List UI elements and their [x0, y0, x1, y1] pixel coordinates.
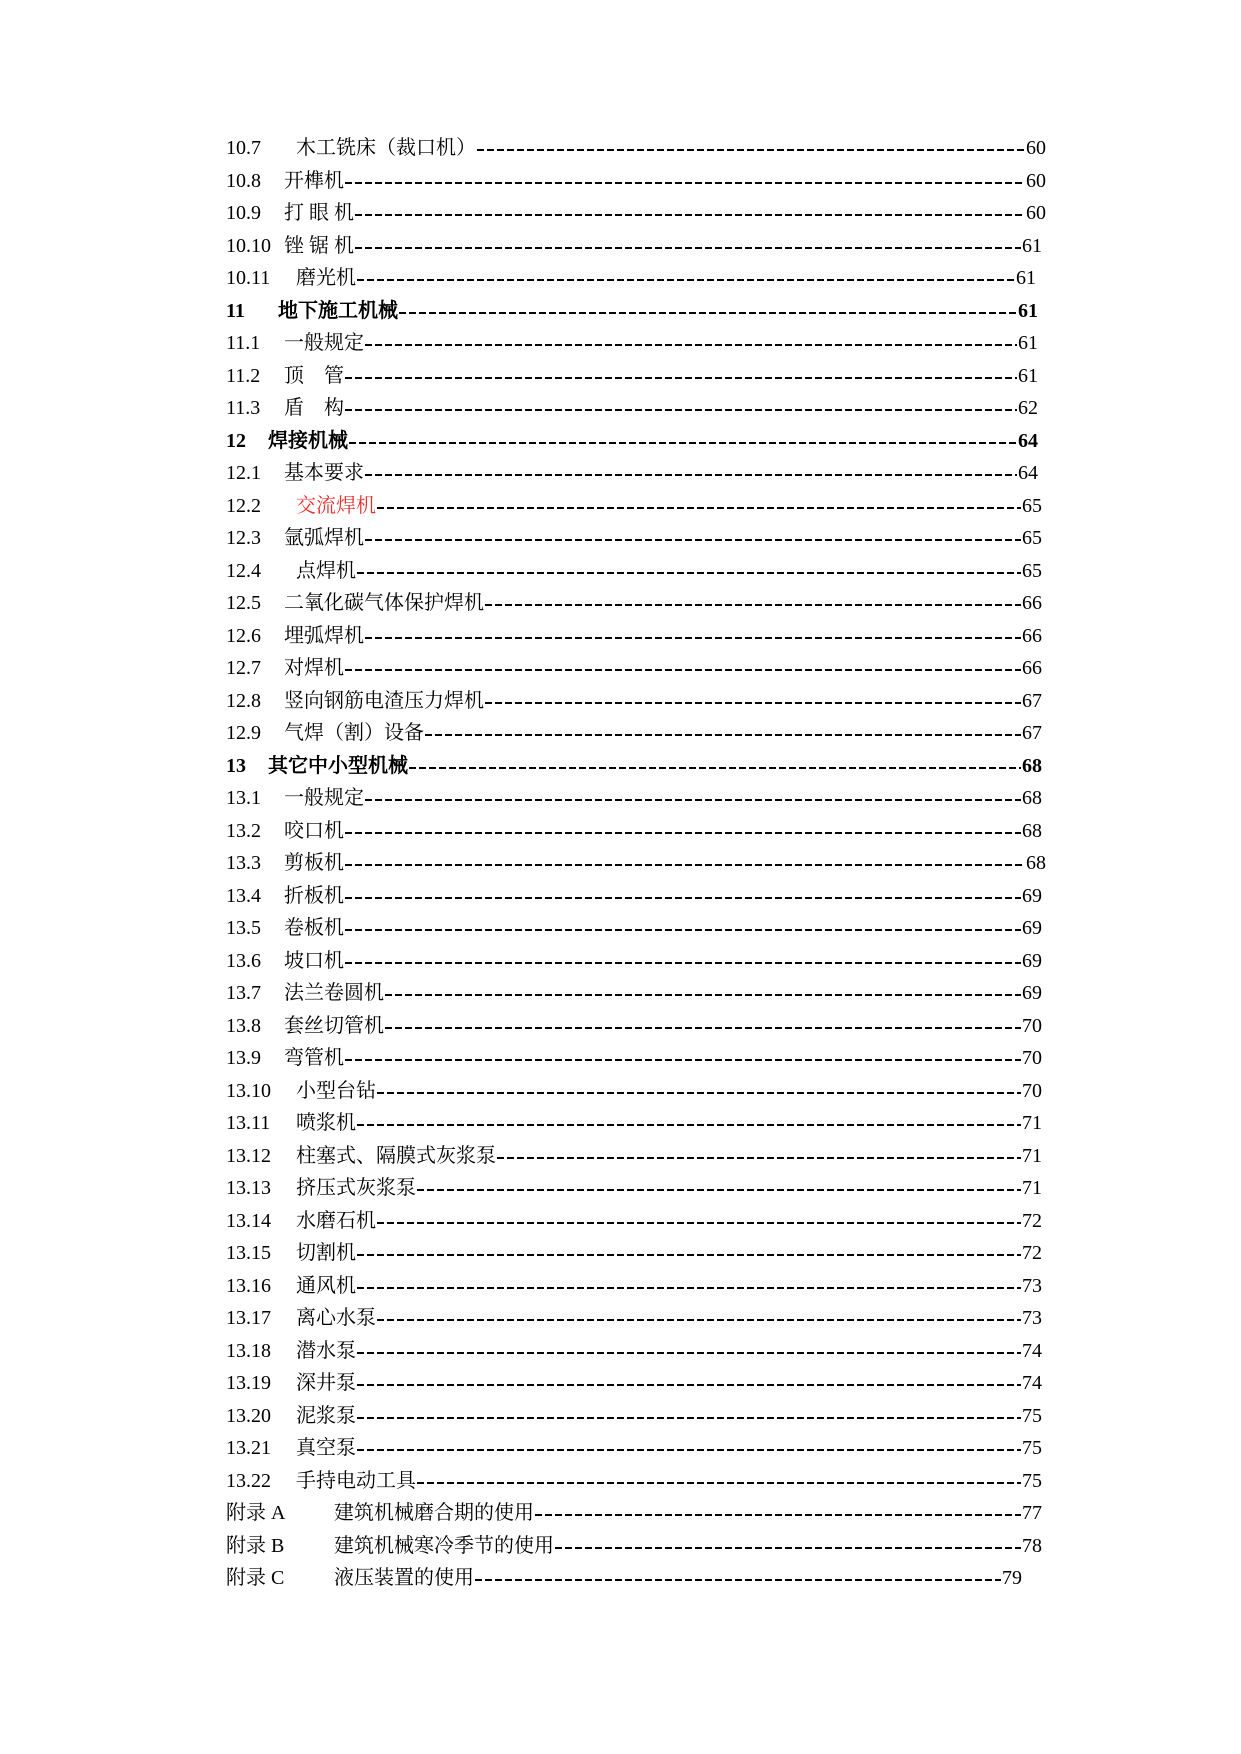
- toc-entry-title: 小型台钻: [296, 1079, 376, 1102]
- toc-entry-number: 13.16: [226, 1274, 271, 1297]
- toc-dot-leader: [477, 149, 1025, 151]
- toc-dot-leader: [377, 507, 1021, 509]
- toc-entry-page-number: 61: [1018, 299, 1038, 322]
- toc-entry-page-number: 73: [1022, 1307, 1042, 1329]
- toc-entry-title: 顶 管: [284, 364, 344, 387]
- toc-dot-leader: [417, 1482, 1021, 1484]
- toc-entry-title: 挤压式灰浆泵: [296, 1177, 416, 1199]
- toc-entry[interactable]: [226, 457, 1046, 490]
- toc-dot-leader: [377, 1222, 1021, 1224]
- toc-dot-leader: [417, 1189, 1021, 1191]
- toc-entry-number: 13.19: [226, 1372, 271, 1394]
- toc-entry-title: 其它中小型机械: [268, 754, 408, 777]
- toc-entry[interactable]: [226, 490, 1046, 523]
- toc-entry[interactable]: [226, 1010, 1046, 1043]
- toc-dot-leader: [535, 1514, 1021, 1516]
- toc-dot-leader: [357, 572, 1021, 574]
- toc-entry-page-number: 68: [1022, 787, 1042, 809]
- toc-entry-number: 13.12: [226, 1144, 271, 1167]
- toc-entry-page-number: 60: [1026, 169, 1046, 192]
- toc-entry[interactable]: [226, 847, 1046, 880]
- toc-entry-title: 法兰卷圆机: [284, 982, 384, 1004]
- toc-entry-number: 13.3: [226, 852, 261, 874]
- toc-entry-number: 13.17: [226, 1307, 271, 1329]
- toc-entry[interactable]: [226, 555, 1046, 588]
- toc-dot-leader: [355, 247, 1021, 249]
- toc-entry-number: 10.8: [226, 169, 261, 192]
- toc-entry[interactable]: [226, 262, 1046, 295]
- toc-entry-title: 折板机: [284, 884, 344, 907]
- toc-entry[interactable]: [226, 977, 1046, 1010]
- toc-dot-leader: [497, 1157, 1021, 1159]
- toc-entry[interactable]: [226, 327, 1046, 360]
- toc-entry-number: 12.6: [226, 624, 261, 647]
- toc-entry-page-number: 75: [1022, 1404, 1042, 1427]
- toc-entry-number: 13.1: [226, 787, 261, 809]
- toc-entry-page-number: 60: [1026, 202, 1046, 224]
- toc-entry-number: 附录 B: [226, 1534, 285, 1557]
- toc-entry-title: 建筑机械磨合期的使用: [334, 1502, 534, 1524]
- toc-dot-leader: [365, 539, 1021, 541]
- toc-entry-title: 一般规定: [284, 787, 364, 809]
- toc-entry-page-number: 61: [1018, 332, 1038, 354]
- toc-entry-page-number: 68: [1022, 754, 1042, 777]
- toc-entry-title: 液压装置的使用: [334, 1567, 474, 1589]
- toc-entry-number: 13.2: [226, 819, 261, 842]
- toc-entry-title: 竖向钢筋电渣压力焊机: [284, 689, 484, 712]
- toc-dot-leader: [399, 312, 1017, 314]
- toc-entry-number: 12.3: [226, 527, 261, 549]
- toc-dot-leader: [365, 344, 1017, 346]
- toc-entry[interactable]: [226, 1367, 1046, 1400]
- toc-entry-page-number: 67: [1022, 689, 1042, 712]
- toc-entry-number: 12.8: [226, 689, 261, 712]
- toc-entry-page-number: 65: [1022, 527, 1042, 549]
- toc-entry-number: 13.13: [226, 1177, 271, 1199]
- toc-entry-number: 11.2: [226, 364, 261, 387]
- toc-entry[interactable]: [226, 1237, 1046, 1270]
- toc-entry-page-number: 69: [1022, 982, 1042, 1004]
- toc-entry-title: 锉 锯 机: [284, 234, 354, 257]
- toc-entry-title: 磨光机: [296, 267, 356, 289]
- toc-entry-number: 10.10: [226, 234, 271, 257]
- toc-entry-page-number: 66: [1022, 592, 1042, 614]
- toc-dot-leader: [357, 1254, 1021, 1256]
- toc-entry-title: 卷板机: [284, 917, 344, 939]
- toc-entry-page-number: 65: [1022, 559, 1042, 582]
- toc-entry-title: 建筑机械寒冷季节的使用: [334, 1534, 554, 1557]
- toc-entry-page-number: 74: [1022, 1372, 1042, 1394]
- toc-entry[interactable]: [226, 1302, 1046, 1335]
- toc-entry-number: 13.15: [226, 1242, 271, 1264]
- toc-entry-page-number: 65: [1022, 494, 1042, 517]
- toc-dot-leader: [345, 409, 1017, 411]
- toc-entry[interactable]: [226, 425, 1046, 458]
- toc-dot-leader: [385, 1027, 1021, 1029]
- toc-entry[interactable]: [226, 620, 1046, 653]
- toc-entry-page-number: 72: [1022, 1209, 1042, 1232]
- toc-entry-title: 开榫机: [284, 169, 344, 192]
- toc-entry-title: 泥浆泵: [296, 1404, 356, 1427]
- toc-entry[interactable]: [226, 1335, 1046, 1368]
- toc-entry-page-number: 79: [1002, 1567, 1022, 1589]
- toc-entry-page-number: 69: [1022, 884, 1042, 907]
- toc-entry-page-number: 60: [1026, 137, 1046, 159]
- toc-entry-number: 13.4: [226, 884, 261, 907]
- toc-entry-number: 10.7: [226, 137, 261, 159]
- toc-entry[interactable]: [226, 1140, 1046, 1173]
- toc-entry-title: 基本要求: [284, 462, 364, 484]
- toc-entry-page-number: 78: [1022, 1534, 1042, 1557]
- toc-entry-number: 13.20: [226, 1404, 271, 1427]
- toc-entry-page-number: 64: [1018, 462, 1038, 484]
- toc-entry-page-number: 71: [1022, 1144, 1042, 1167]
- toc-entry-page-number: 61: [1022, 234, 1042, 257]
- toc-entry-page-number: 70: [1022, 1047, 1042, 1069]
- toc-entry-number: 13.11: [226, 1112, 271, 1134]
- toc-entry[interactable]: [226, 685, 1046, 718]
- toc-entry-number: 11.1: [226, 332, 261, 354]
- toc-entry-number: 13.10: [226, 1079, 271, 1102]
- toc-entry[interactable]: [226, 652, 1046, 685]
- toc-entry[interactable]: [226, 132, 1046, 165]
- toc-entry-number: 12.1: [226, 462, 261, 484]
- toc-entry-number: 11.3: [226, 397, 261, 419]
- toc-entry-number: 13.22: [226, 1469, 271, 1492]
- toc-entry-title: 喷浆机: [296, 1112, 356, 1134]
- toc-entry[interactable]: [226, 1432, 1046, 1465]
- toc-entry-page-number: 77: [1022, 1502, 1042, 1524]
- toc-entry-number: 11: [226, 299, 245, 322]
- toc-entry-page-number: 67: [1022, 722, 1042, 744]
- toc-dot-leader: [345, 929, 1021, 931]
- toc-entry-title: 柱塞式、隔膜式灰浆泵: [296, 1144, 496, 1167]
- toc-entry[interactable]: [226, 1270, 1046, 1303]
- toc-dot-leader: [357, 1352, 1021, 1354]
- toc-entry-page-number: 62: [1018, 397, 1038, 419]
- toc-entry-title: 地下施工机械: [278, 299, 398, 322]
- toc-entry-title: 剪板机: [284, 852, 344, 874]
- toc-entry-number: 附录 A: [226, 1502, 286, 1524]
- toc-dot-leader: [365, 474, 1017, 476]
- toc-entry-number: 13.21: [226, 1437, 271, 1459]
- toc-entry[interactable]: [226, 1172, 1046, 1205]
- toc-entry[interactable]: [226, 1400, 1046, 1433]
- toc-entry-number: 12.4: [226, 559, 261, 582]
- toc-entry-title: 套丝切管机: [284, 1014, 384, 1037]
- toc-entry-title: 弯管机: [284, 1047, 344, 1069]
- toc-entry-page-number: 69: [1022, 917, 1042, 939]
- toc-dot-leader: [345, 897, 1021, 899]
- toc-entry-title: 埋弧焊机: [284, 624, 364, 647]
- toc-entry-number: 12.2: [226, 494, 261, 517]
- toc-entry-title: 木工铣床（裁口机）: [296, 137, 476, 159]
- toc-dot-leader: [357, 1449, 1021, 1451]
- toc-entry-number: 附录 C: [226, 1567, 285, 1589]
- toc-entry-title: 离心水泵: [296, 1307, 376, 1329]
- toc-entry-page-number: 70: [1022, 1014, 1042, 1037]
- toc-entry-title: 潜水泵: [296, 1339, 356, 1362]
- toc-entry[interactable]: [226, 1042, 1046, 1075]
- toc-dot-leader: [425, 734, 1021, 736]
- toc-entry-title: 坡口机: [284, 949, 344, 972]
- toc-entry-title: 点焊机: [296, 559, 356, 582]
- toc-dot-leader: [345, 832, 1021, 834]
- toc-entry-number: 12.9: [226, 722, 261, 744]
- toc-dot-leader: [385, 994, 1021, 996]
- toc-entry[interactable]: [226, 165, 1046, 198]
- toc-dot-leader: [345, 962, 1021, 964]
- toc-entry-title: 焊接机械: [268, 429, 348, 452]
- toc-entry-page-number: 61: [1018, 364, 1038, 387]
- toc-entry-title: 二氧化碳气体保护焊机: [284, 592, 484, 614]
- table-of-contents: [226, 132, 1046, 1595]
- toc-entry-page-number: 75: [1022, 1437, 1042, 1459]
- toc-dot-leader: [345, 864, 1025, 866]
- toc-dot-leader: [345, 182, 1025, 184]
- toc-entry-title: 咬口机: [284, 819, 344, 842]
- toc-entry[interactable]: [226, 880, 1046, 913]
- toc-entry-title: 真空泵: [296, 1437, 356, 1459]
- toc-entry-page-number: 73: [1022, 1274, 1042, 1297]
- toc-entry-page-number: 74: [1022, 1339, 1042, 1362]
- toc-entry-number: 10.9: [226, 202, 261, 224]
- toc-dot-leader: [485, 604, 1021, 606]
- toc-entry-title: 打 眼 机: [284, 202, 354, 224]
- toc-entry-page-number: 61: [1016, 267, 1036, 289]
- toc-dot-leader: [345, 377, 1017, 379]
- toc-entry[interactable]: [226, 945, 1046, 978]
- toc-entry[interactable]: [226, 1530, 1046, 1563]
- toc-entry-page-number: 66: [1022, 657, 1042, 679]
- toc-dot-leader: [365, 799, 1021, 801]
- toc-entry[interactable]: [226, 230, 1046, 263]
- toc-entry[interactable]: [226, 815, 1046, 848]
- toc-dot-leader: [345, 1059, 1021, 1061]
- toc-dot-leader: [475, 1579, 1001, 1581]
- toc-entry-page-number: 72: [1022, 1242, 1042, 1264]
- toc-entry-title: 深井泵: [296, 1372, 356, 1394]
- toc-entry[interactable]: [226, 750, 1046, 783]
- toc-entry-number: 13.6: [226, 949, 261, 972]
- toc-dot-leader: [357, 1384, 1021, 1386]
- toc-entry-title: 对焊机: [284, 657, 344, 679]
- toc-entry[interactable]: [226, 1107, 1046, 1140]
- toc-entry-page-number: 75: [1022, 1469, 1042, 1492]
- toc-entry-page-number: 69: [1022, 949, 1042, 972]
- toc-entry-title: 交流焊机: [296, 494, 376, 517]
- toc-dot-leader: [377, 1319, 1021, 1321]
- toc-entry[interactable]: [226, 522, 1046, 555]
- toc-dot-leader: [357, 1124, 1021, 1126]
- toc-entry-title: 水磨石机: [296, 1209, 376, 1232]
- toc-entry-number: 10.11: [226, 267, 271, 289]
- toc-entry-page-number: 68: [1026, 852, 1046, 874]
- toc-dot-leader: [357, 1287, 1021, 1289]
- toc-entry-number: 12: [226, 429, 246, 452]
- toc-entry-number: 12.7: [226, 657, 261, 679]
- toc-entry-title: 盾 构: [284, 397, 344, 419]
- toc-entry-number: 13.14: [226, 1209, 271, 1232]
- toc-entry-number: 13.7: [226, 982, 261, 1004]
- toc-entry-page-number: 71: [1022, 1177, 1042, 1199]
- toc-entry[interactable]: [226, 295, 1046, 328]
- toc-entry-page-number: 64: [1018, 429, 1038, 452]
- toc-entry[interactable]: [226, 197, 1046, 230]
- toc-dot-leader: [345, 669, 1021, 671]
- toc-entry-title: 氩弧焊机: [284, 527, 364, 549]
- toc-entry-number: 13.8: [226, 1014, 261, 1037]
- toc-dot-leader: [377, 1092, 1021, 1094]
- toc-entry-page-number: 68: [1022, 819, 1042, 842]
- toc-entry-page-number: 71: [1022, 1112, 1042, 1134]
- toc-entry-title: 一般规定: [284, 332, 364, 354]
- toc-dot-leader: [355, 214, 1025, 216]
- toc-dot-leader: [555, 1547, 1021, 1549]
- toc-entry[interactable]: [226, 1497, 1046, 1530]
- toc-dot-leader: [409, 767, 1021, 769]
- toc-entry-page-number: 66: [1022, 624, 1042, 647]
- toc-entry[interactable]: [226, 782, 1046, 815]
- toc-entry[interactable]: [226, 912, 1046, 945]
- toc-entry[interactable]: [226, 360, 1046, 393]
- toc-entry[interactable]: [226, 587, 1046, 620]
- toc-entry[interactable]: [226, 1075, 1046, 1108]
- toc-entry-number: 13.18: [226, 1339, 271, 1362]
- toc-entry-title: 手持电动工具: [296, 1469, 416, 1492]
- toc-entry[interactable]: [226, 1465, 1046, 1498]
- toc-entry-title: 气焊（割）设备: [284, 722, 424, 744]
- toc-entry-number: 13.9: [226, 1047, 261, 1069]
- toc-entry-number: 12.5: [226, 592, 261, 614]
- toc-entry-number: 13: [226, 754, 246, 777]
- toc-dot-leader: [365, 637, 1021, 639]
- toc-dot-leader: [357, 1417, 1021, 1419]
- toc-entry-title: 切割机: [296, 1242, 356, 1264]
- toc-dot-leader: [349, 442, 1017, 444]
- toc-entry-title: 通风机: [296, 1274, 356, 1297]
- toc-dot-leader: [485, 702, 1021, 704]
- toc-entry-page-number: 70: [1022, 1079, 1042, 1102]
- toc-entry[interactable]: [226, 1562, 1046, 1595]
- toc-entry-number: 13.5: [226, 917, 261, 939]
- toc-entry[interactable]: [226, 717, 1046, 750]
- toc-entry[interactable]: [226, 1205, 1046, 1238]
- toc-dot-leader: [357, 279, 1015, 281]
- toc-entry[interactable]: [226, 392, 1046, 425]
